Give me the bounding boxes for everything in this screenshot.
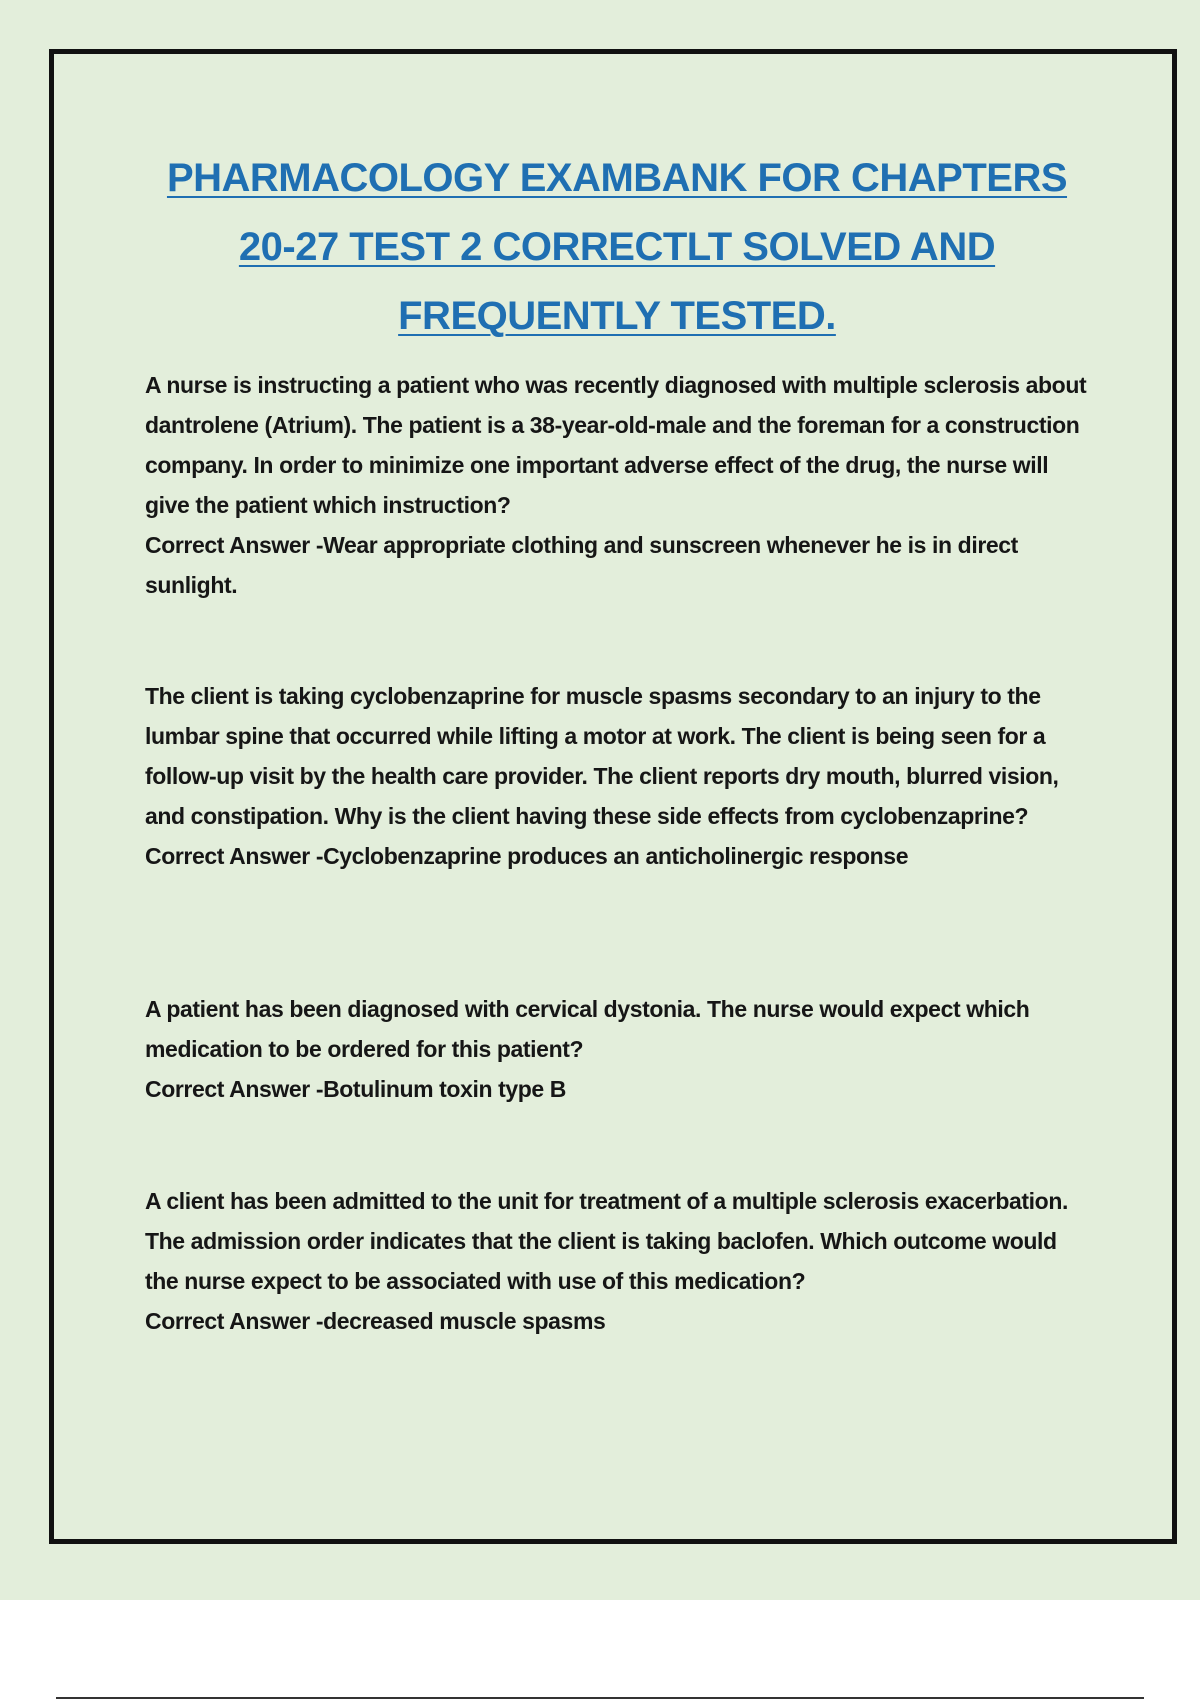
qa-item-1 bbox=[145, 365, 1095, 605]
document-title bbox=[120, 144, 1114, 351]
question-text: The client is taking cyclobenzaprine for muscle spasms secondary to an injury to the lumbar spine that occurred while lifting a motor at work. The client is being seen for a follow-up visit by the health care provider. The client reports dry mouth, blurred vision, and constipation. Why is the client having these side effects from cyclobenzaprine? bbox=[145, 683, 1059, 829]
qa-item-3 bbox=[145, 989, 1095, 1109]
title-line-1: PHARMACOLOGY EXAMBANK FOR CHAPTERS bbox=[166, 156, 1068, 200]
title-line-2: 20-27 TEST 2 CORRECTLT SOLVED AND bbox=[238, 225, 996, 269]
question-text: A client has been admitted to the unit for treatment of a multiple sclerosis exacerbation. The admission order indicates that the client is taking baclofen. Which outcome would the nurse expect to be associated with use of this medication? bbox=[145, 1188, 1068, 1294]
question-text: A patient has been diagnosed with cervical dystonia. The nurse would expect which medication to be ordered for this patient? bbox=[145, 996, 1030, 1062]
answer-text: Correct Answer -decreased muscle spasms bbox=[145, 1308, 606, 1334]
answer-text: Correct Answer -Cyclobenzaprine produces an anticholinergic response bbox=[145, 843, 909, 869]
answer-text: Correct Answer -Botulinum toxin type B bbox=[145, 1076, 566, 1102]
qa-item-2 bbox=[145, 676, 1095, 876]
answer-text: Correct Answer -Wear appropriate clothing and sunscreen whenever he is in direct sunlight. bbox=[145, 532, 1018, 598]
bottom-divider bbox=[56, 1697, 1144, 1699]
qa-item-4 bbox=[145, 1181, 1095, 1341]
title-line-3: FREQUENTLY TESTED. bbox=[398, 294, 836, 338]
question-text: A nurse is instructing a patient who was recently diagnosed with multiple sclerosis about dantrolene (Atrium). The patient is a 38-year-old-male and the foreman for a construction company. In order to minimize one important adverse effect of the drug, the nurse will give the patient which instruction? bbox=[145, 372, 1087, 518]
